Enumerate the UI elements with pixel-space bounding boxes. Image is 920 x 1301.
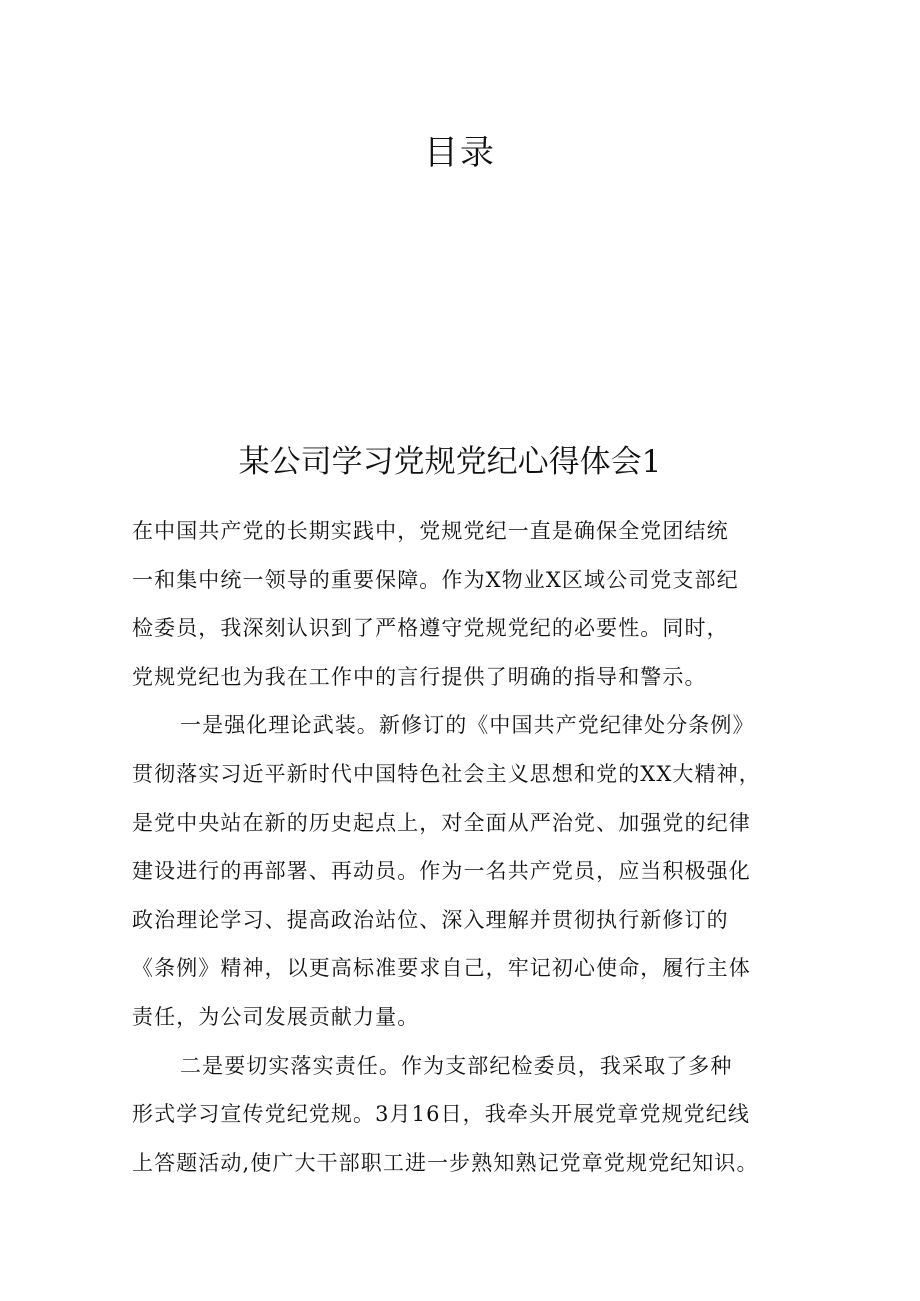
- body-line: 党规党纪也为我在工作中的言行提供了明确的指导和警示。: [132, 664, 707, 689]
- body-line: 检委员，我深刻认识到了严格遵守党规党纪的必要性。同时，: [132, 616, 729, 641]
- body-line: 形式学习宣传党纪党规。3月16日，我牵头开展党章党规党纪线: [132, 1102, 750, 1127]
- body-line: 上答题活动,使广大干部职工进一步熟知熟记党章党规党纪知识。: [132, 1150, 759, 1175]
- body-line: 《条例》精神，以更高标准要求自己，牢记初心使命，履行主体: [132, 956, 751, 981]
- article-title: 某公司学习党规党纪心得体会1: [238, 444, 662, 480]
- body-line: 贯彻落实习近平新时代中国特色社会主义思想和党的XX大精神，: [132, 761, 761, 786]
- toc-title: 目录: [424, 133, 496, 173]
- body-line: 建设进行的再部署、再动员。作为一名共产党员，应当积极强化: [132, 859, 751, 884]
- body-line: 是党中央站在新的历史起点上，对全面从严治党、加强党的纪律: [132, 810, 751, 835]
- body-line: 一是强化理论武装。新修订的《中国共产党纪律处分条例》: [180, 713, 755, 738]
- body-line: 责任，为公司发展贡献力量。: [132, 1004, 420, 1029]
- body-line: 政治理论学习、提高政治站位、深入理解并贯彻执行新修订的: [132, 907, 729, 932]
- body-line: 二是要切实落实责任。作为支部纪检委员，我采取了多种: [180, 1053, 733, 1078]
- body-line: 一和集中统一领导的重要保障。作为X物业X区域公司党支部纪: [132, 567, 739, 592]
- article-body: [132, 507, 792, 1187]
- body-line: 在中国共产党的长期实践中，党规党纪一直是确保全党团结统: [132, 519, 729, 543]
